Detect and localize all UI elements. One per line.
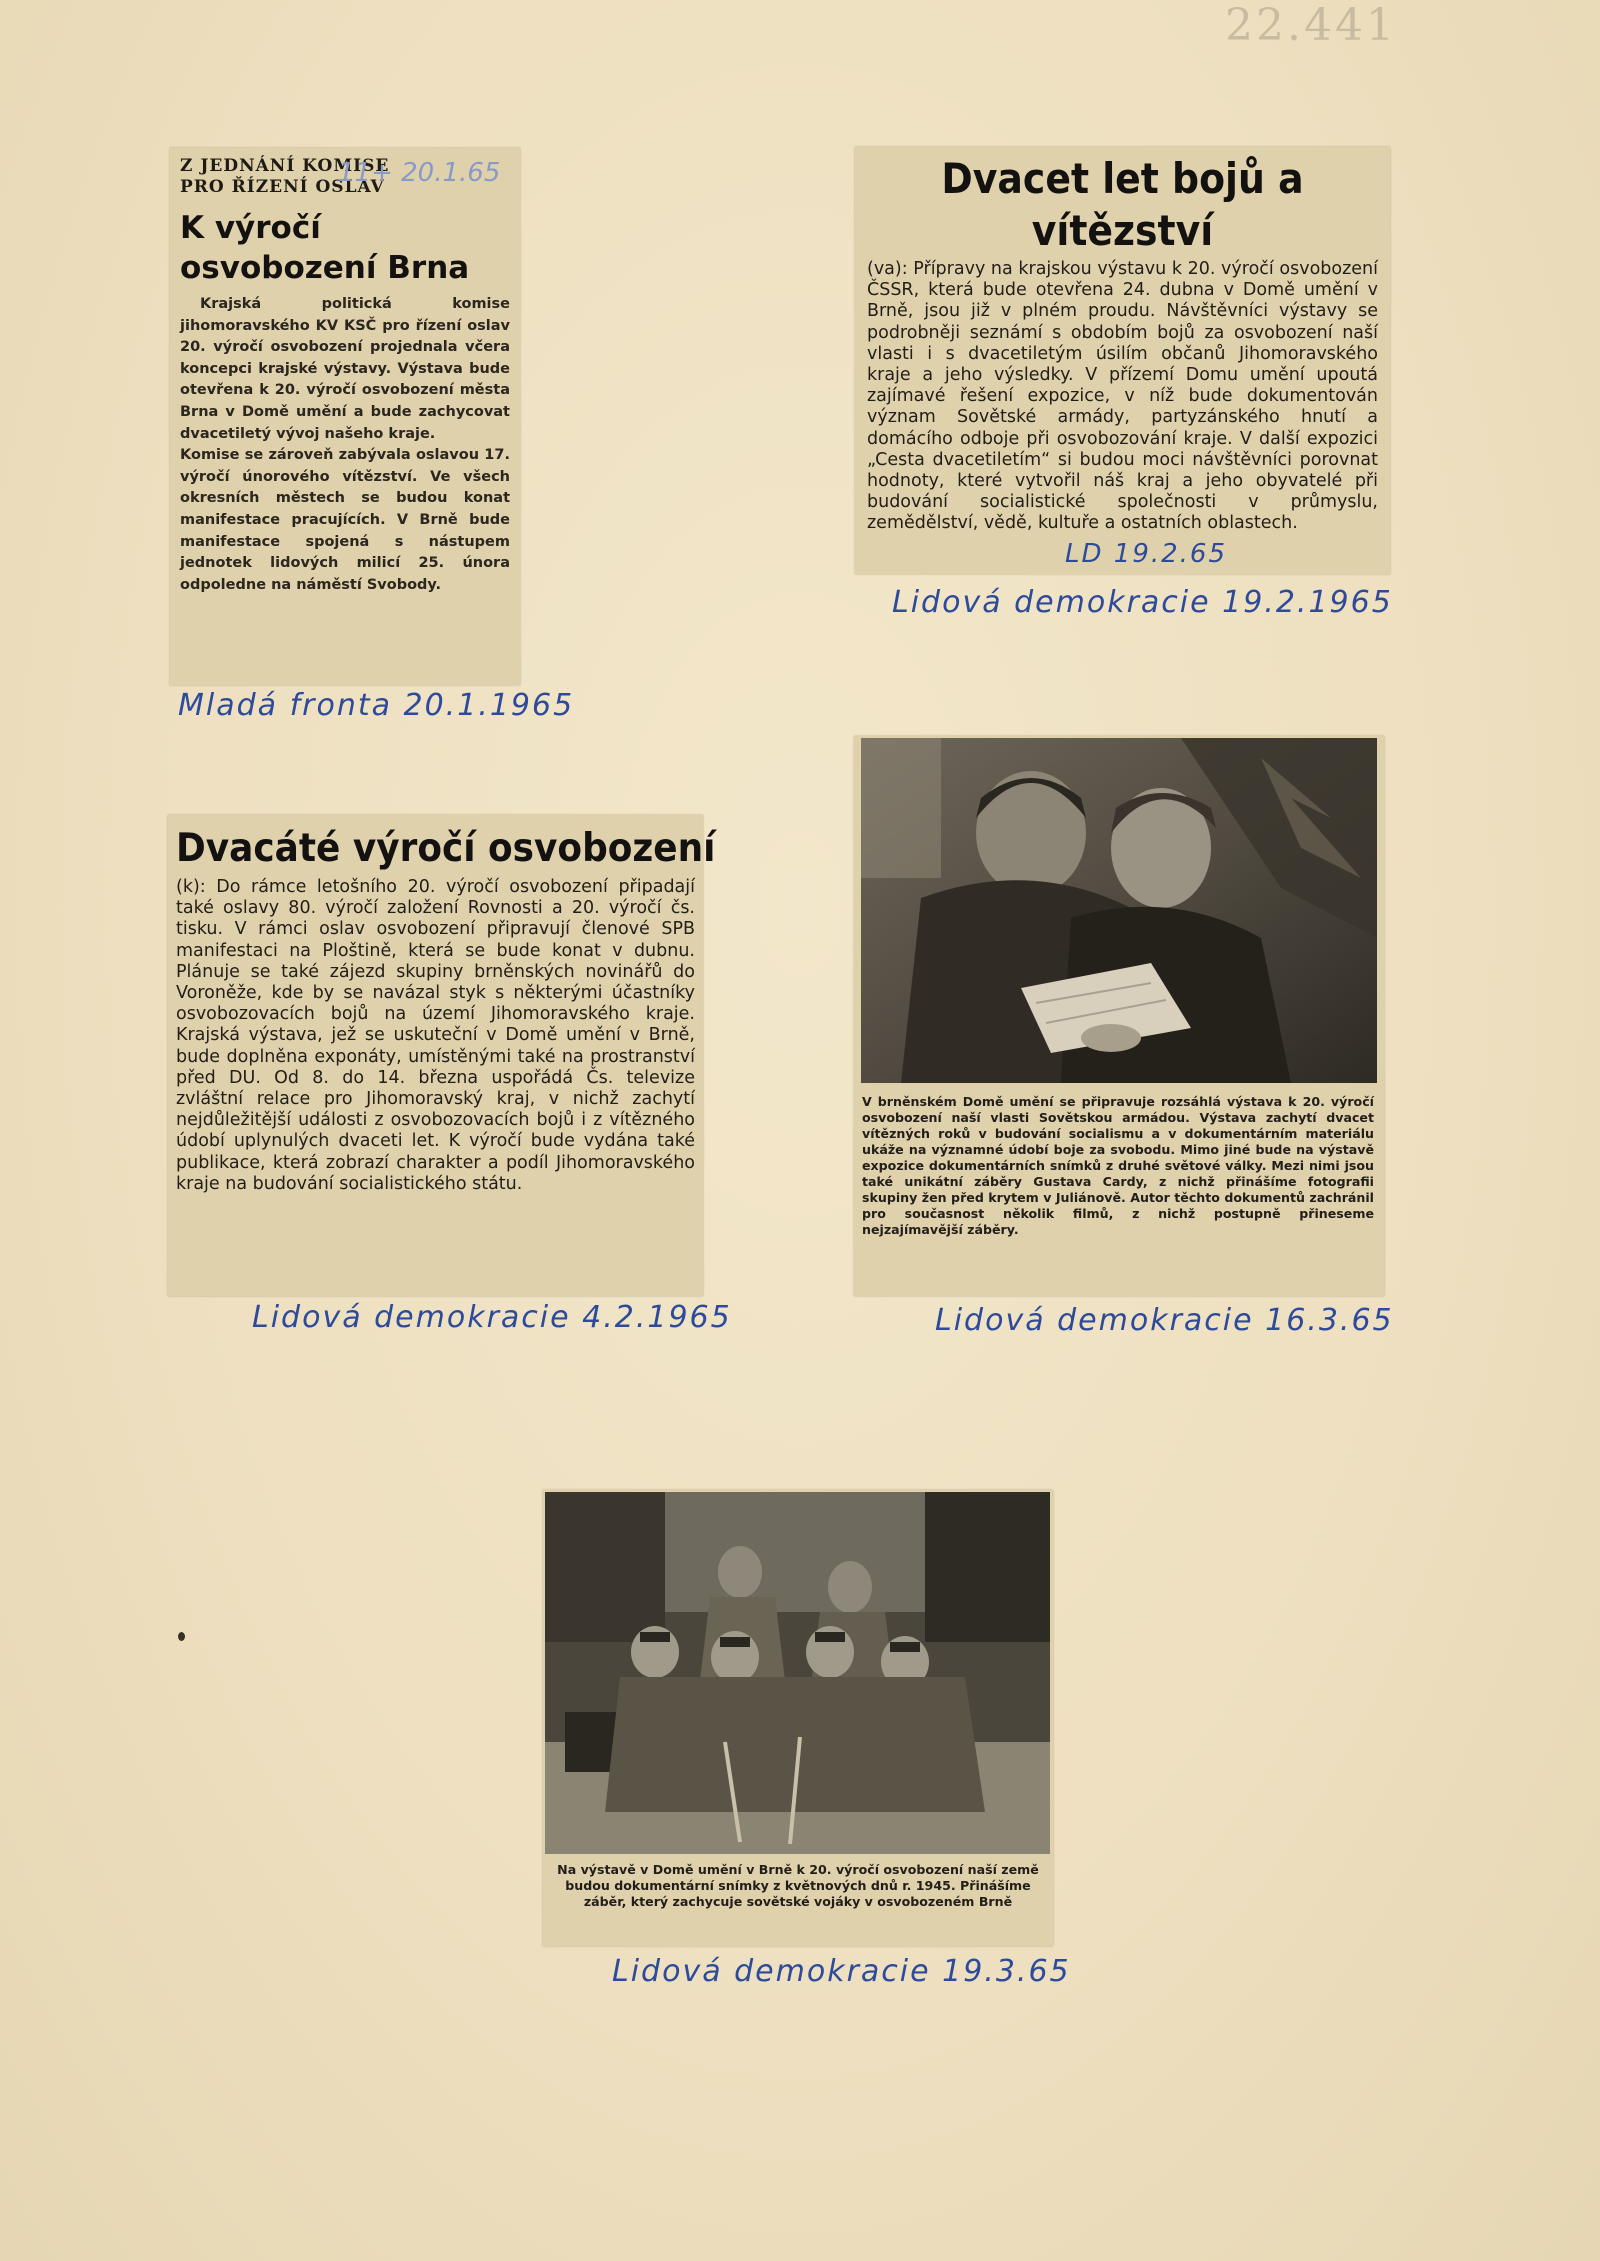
clipping-mlada-fronta — [170, 148, 520, 685]
clipping-photo-exhibition — [854, 736, 1384, 1296]
clipping-body: (va): Přípravy na krajskou výstavu k 20. výročí osvobození ČSSR, která bude otevřena 24. dubna v Domě umění v Brně, jsou již v plném proudu. Návštěvníci výstavy se podrobněji seznámí s obdobím bojů za osvobození naší vlasti i s dvacetiletým úsilím občanů Jihomoravského kraje a jeho výsledky. V přízemí Domu umění upoutá zajímavé řešení expozice, v níž bude dokumentován význam Sovětské armády, partyzánského hnutí a domácího odboje při osvobozování kraje. V další expozici „Cesta dvacetiletím“ si budou moci návštěvníci porovnat hodnoty, které vytvořil náš kraj a jeho obyvatelé při budování socialistické společnosti v průmyslu, zemědělství, vědě, kultuře a ostatních oblastech. — [867, 259, 1378, 534]
clipping-headline: K výročí osvobození Brna — [180, 210, 470, 286]
photo-soviet-soldiers — [545, 1492, 1050, 1854]
clipping-dvacet-let — [855, 147, 1390, 574]
ink-spot — [178, 1632, 185, 1641]
photo-caption: Na výstavě v Domě umění v Brně k 20. výročí osvobození naší země budou dokumentární snímky z květnových dnů r. 1945. Přinášíme záběr, který zachycuje sovětské vojáky v osvobozeném Brně — [557, 1862, 1039, 1909]
photo-caption: V brněnském Domě umění se připravuje rozsáhlá výstava k 20. výročí osvobození naší vlasti Sovětskou armádou. Výstava zachytí dvacet vítězných roků v budování socialismu a v dokumentárním materiálu ukáže na významné údobí boje za svobodu. Mimo jiné bude na výstavě expozice dokumentárních snímků z druhé světové války. Mezi nimi jsou také unikátní záběry Gustava Cardy, z nichž přinášíme fotografii skupiny žen před krytem v Juliánově. Autor těchto dokumentů zachránil pro současnost několik filmů, z nichž postupně přineseme nejzajímavější záběry. — [862, 1094, 1374, 1237]
pencil-note: LD 19.2.65 — [1065, 539, 1228, 569]
clipping-headline: Dvacáté výročí osvobození — [176, 826, 716, 871]
handwritten-source: Lidová demokracie 19.2.1965 — [892, 585, 1393, 620]
clipping-dvacate-vyroci — [168, 815, 716, 1296]
handwritten-source: Lidová demokracie 19.3.65 — [612, 1954, 1071, 1989]
clipping-kicker: Z JEDNÁNÍ KOMISE PRO ŘÍZENÍ OSLAV — [180, 156, 390, 197]
pencil-note: 11+ 20.1.65 — [338, 158, 501, 188]
clipping-body: Krajská politická komise jihomoravského KV KSČ pro řízení oslav 20. výročí osvobození projednala včera koncepci krajské výstavy. Výstava bude otevřena k 20. výročí osvobození města Brna v Domě umění a bude zachycovat dvacetiletý vývoj našeho kraje. Komise se zároveň zabývala oslavou 17. výročí únorového vítězství. Ve všech okresních městech se budou konat manifestace pracujících. V Brně bude manifestace spojená s nástupem jednotek lidových milicí 25. února odpoledne na náměstí Svobody. — [180, 296, 510, 593]
handwritten-source: Lidová demokracie 16.3.65 — [935, 1303, 1394, 1338]
clipping-headline: Dvacet let bojů a vítězství — [941, 154, 1304, 255]
clipping-body: (k): Do rámce letošního 20. výročí osvobození připadají také oslavy 80. výročí založení Rovnosti a 20. výročí čs. tisku. V rámci oslav osvobození připravují členové SPB manifestaci na Ploštině, která se bude konat v dubnu. Plánuje se také zájezd skupiny brněnských novinářů do Voroněže, kde by se navázal styk s některými účastníky osvobozovacích bojů na území Jihomoravského kraje. Krajská výstava, jež se uskuteční v Domě umění v Brně, bude doplněna exponáty, umístěnými také na prostranství před DU. Od 8. do 14. března uspořádá Čs. televize zvláštní relace pro Jihomoravský kraj, v nichž zachytí nejdůležitější události z osvobozovacích bojů i z vítězného údobí uplynulých dvaceti let. K výročí bude vydána také publikace, která zobrazí charakter a podíl Jihomoravského kraje na budování socialistického státu. — [176, 877, 695, 1194]
photo-exhibition-preparation — [861, 738, 1377, 1083]
handwritten-source: Mladá fronta 20.1.1965 — [178, 688, 575, 723]
archive-number: 22.441 — [1225, 0, 1397, 51]
clipping-photo-soldiers — [543, 1490, 1053, 1946]
handwritten-source: Lidová demokracie 4.2.1965 — [252, 1300, 732, 1335]
